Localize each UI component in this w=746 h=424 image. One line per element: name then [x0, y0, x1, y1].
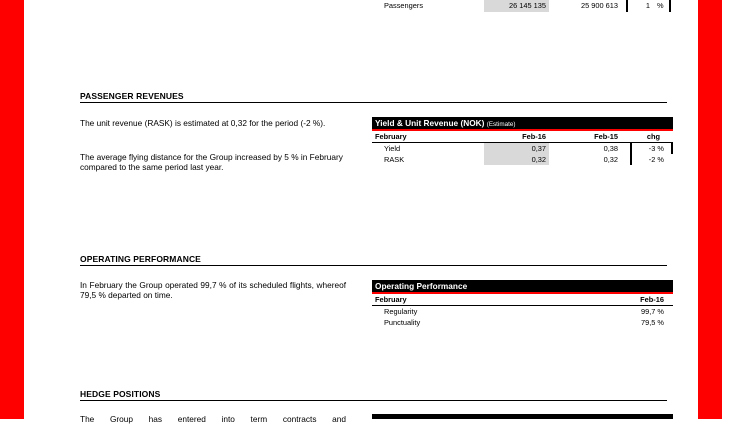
hedge-positions-paragraph: The Group has entered into term contracts and [80, 414, 346, 424]
header-previous: Feb-15 [594, 132, 618, 141]
passenger-revenues-heading: PASSENGER REVENUES [80, 91, 667, 103]
chg-divider [630, 154, 632, 165]
hedge-table-header-bar [372, 414, 673, 419]
passengers-row [372, 0, 673, 12]
row-previous: 0,32 [603, 155, 618, 164]
table-row [372, 143, 673, 154]
header-period: February [375, 295, 407, 304]
table-row [372, 154, 673, 165]
operating-performance-heading: OPERATING PERFORMANCE [80, 254, 667, 266]
passenger-revenues-paragraph-1: The unit revenue (RASK) is estimated at 0,32 for the period (-2 %). [80, 118, 326, 128]
header-current: Feb-16 [640, 295, 664, 304]
operating-performance-table [372, 280, 673, 328]
row-label: Punctuality [384, 318, 421, 327]
row-end-divider [671, 143, 673, 154]
header-period: February [375, 132, 407, 141]
right-red-border [698, 0, 722, 419]
row-previous: 0,38 [603, 144, 618, 153]
chg-divider [626, 0, 628, 12]
table-header [372, 294, 673, 306]
operating-performance-paragraph: In February the Group operated 99,7 % of its scheduled flights, whereof 79,5 % departed on time. [80, 280, 346, 300]
row-current: 0,32 [484, 154, 549, 165]
passenger-revenues-paragraph-2: The average flying distance for the Group increased by 5 % in February compared to the same period last year. [80, 152, 343, 172]
table-row [372, 317, 673, 328]
row-label: Regularity [384, 307, 418, 316]
table-row [372, 306, 673, 317]
passengers-chg: 1 [645, 1, 650, 10]
row-end-divider [669, 0, 671, 12]
yield-unit-revenue-table [372, 117, 673, 165]
row-label: RASK [384, 155, 405, 164]
header-current: Feb-16 [522, 132, 546, 141]
table-title-note: (Estimate) [486, 121, 516, 128]
row-chg: -3 % [648, 144, 664, 153]
passengers-chg-unit: % [657, 1, 664, 10]
passengers-label: Passengers [384, 1, 424, 10]
passengers-previous: 25 900 613 [581, 1, 618, 10]
chg-divider [630, 143, 632, 154]
row-value: 79,5 % [640, 318, 664, 327]
hedge-positions-heading: HEDGE POSITIONS [80, 389, 667, 401]
passengers-current: 26 145 135 [484, 0, 549, 12]
table-title [372, 117, 673, 131]
row-label: Yield [384, 144, 401, 153]
table-title: Operating Performance [372, 280, 673, 294]
row-current: 0,37 [484, 143, 549, 154]
table-header [372, 131, 673, 143]
header-chg: chg [646, 132, 660, 141]
left-red-border [0, 0, 24, 419]
row-value: 99,7 % [640, 307, 664, 316]
table-title-text: Yield & Unit Revenue (NOK) [375, 118, 485, 128]
row-chg: -2 % [648, 155, 664, 164]
